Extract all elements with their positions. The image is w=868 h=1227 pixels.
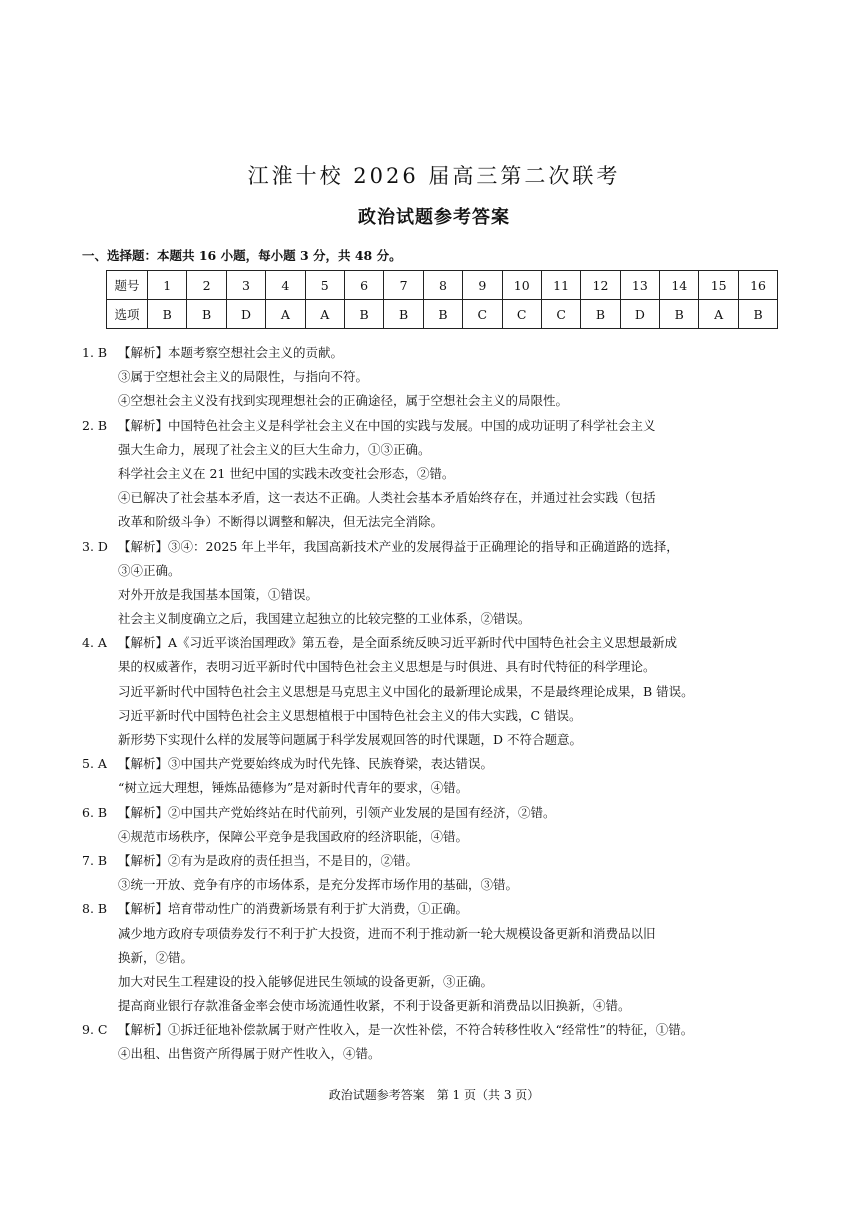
answer-cell: B bbox=[423, 300, 462, 329]
answer-cell: C bbox=[502, 300, 541, 329]
explanation-text: 【解析】A《习近平谈治国理政》第五卷，是全面系统反映习近平新时代中国特色社会主义思想最新成 bbox=[118, 635, 678, 651]
explanation-text: 【解析】③④：2025 年上半年，我国高新技术产业的发展得益于正确理论的指导和正确道路的选择， bbox=[118, 538, 679, 554]
explanation-text: 科学社会主义在 21 世纪中国的实践未改变社会形态，②错。 bbox=[118, 465, 455, 481]
answer-cell: B bbox=[187, 300, 226, 329]
question-number-cell: 10 bbox=[502, 271, 541, 300]
explanation-text: 对外开放是我国基本国策，①错误。 bbox=[118, 586, 319, 602]
answer-cell: A bbox=[305, 300, 344, 329]
page-title: 江淮十校 2026 届高三第二次联考 bbox=[247, 164, 621, 188]
answer-cell: D bbox=[226, 300, 265, 329]
question-number-cell: 8 bbox=[423, 271, 462, 300]
explanation-text: ③属于空想社会主义的局限性，与指向不符。 bbox=[118, 369, 369, 385]
question-number-cell: 2 bbox=[187, 271, 226, 300]
question-answer-label: 8. B bbox=[82, 901, 108, 917]
explanation-line bbox=[82, 631, 792, 655]
row-label: 选项 bbox=[107, 300, 148, 329]
answer-cell: B bbox=[738, 300, 777, 329]
explanation-text: ④规范市场秩序，保障公平竞争是我国政府的经济职能，④错。 bbox=[118, 828, 469, 844]
explanation-line bbox=[82, 535, 792, 559]
explanation-line bbox=[82, 486, 792, 510]
question-number-cell: 12 bbox=[581, 271, 620, 300]
question-number-cell: 1 bbox=[148, 271, 187, 300]
explanation-text: 社会主义制度确立之后，我国建立起独立的比较完整的工业体系，②错误。 bbox=[118, 611, 531, 627]
explanation-line bbox=[82, 680, 792, 704]
answer-cell: A bbox=[266, 300, 305, 329]
explanation-line bbox=[82, 825, 792, 849]
question-answer-label: 9. C bbox=[82, 1022, 108, 1038]
answer-cell: B bbox=[660, 300, 699, 329]
explanation-text: 习近平新时代中国特色社会主义思想是马克思主义中国化的最新理论成果，不是最终理论成果，B 错误。 bbox=[118, 683, 694, 699]
explanation-line bbox=[82, 801, 792, 825]
question-number-row bbox=[107, 271, 778, 300]
explanation-text: 提高商业银行存款准备金率会使市场流通性收紧，不利于设备更新和消费品以旧换新，④错。 bbox=[118, 998, 631, 1014]
question-answer-label: 5. A bbox=[82, 756, 107, 772]
answer-cell: C bbox=[463, 300, 502, 329]
question-number-cell: 7 bbox=[384, 271, 423, 300]
explanation-line bbox=[82, 341, 792, 365]
explanation-text: 新形势下实现什么样的发展等问题属于科学发展观回答的时代课题，D 不符合题意。 bbox=[118, 732, 582, 747]
question-number-cell: 11 bbox=[541, 271, 580, 300]
explanation-line bbox=[82, 1042, 792, 1066]
explanation-text: 强大生命力，展现了社会主义的巨大生命力，①③正确。 bbox=[118, 441, 431, 457]
explanation-text: ④出租、出售资产所得属于财产性收入，④错。 bbox=[118, 1046, 381, 1062]
question-number-cell: 15 bbox=[699, 271, 738, 300]
question-number-cell: 5 bbox=[305, 271, 344, 300]
answer-table bbox=[106, 270, 778, 329]
explanation-line bbox=[82, 922, 792, 946]
explanation-line bbox=[82, 607, 792, 631]
explanation-text: 【解析】培育带动性广的消费新场景有利于扩大消费，①正确。 bbox=[118, 901, 469, 917]
explanation-text: 加大对民生工程建设的投入能够促进民生领域的设备更新，③正确。 bbox=[118, 973, 494, 989]
explanation-text: 【解析】①拆迁征地补偿款属于财产性收入，是一次性补偿，不符合转移性收入“经常性”的特征，①错。 bbox=[118, 1022, 694, 1038]
explanation-line bbox=[82, 389, 792, 413]
explanation-line bbox=[82, 438, 792, 462]
question-answer-label: 6. B bbox=[82, 804, 108, 820]
explanation-text: 【解析】②有为是政府的责任担当，不是目的，②错。 bbox=[118, 852, 419, 868]
question-answer-label: 7. B bbox=[82, 852, 108, 868]
answer-cell: B bbox=[148, 300, 187, 329]
row-label: 题号 bbox=[107, 271, 148, 300]
page-subtitle: 政治试题参考答案 bbox=[358, 207, 510, 228]
explanation-line bbox=[82, 510, 792, 534]
answer-cell: B bbox=[581, 300, 620, 329]
explanation-line bbox=[82, 752, 792, 776]
question-number-cell: 16 bbox=[738, 271, 777, 300]
explanation-line bbox=[82, 365, 792, 389]
explanation-text: 【解析】本题考察空想社会主义的贡献。 bbox=[118, 345, 344, 360]
explanation-line bbox=[82, 849, 792, 873]
explanation-line bbox=[82, 873, 792, 897]
explanation-text: 换新，②错。 bbox=[118, 949, 194, 965]
explanation-text: 习近平新时代中国特色社会主义思想植根于中国特色社会主义的伟大实践，C 错误。 bbox=[118, 707, 582, 723]
explanation-text: “树立远大理想，锤炼品德修为”是对新时代青年的要求，④错。 bbox=[118, 780, 469, 796]
question-answer-label: 3. D bbox=[82, 538, 108, 554]
answer-cell: C bbox=[541, 300, 580, 329]
question-answer-label: 1. B bbox=[82, 345, 108, 360]
explanation-text: 改革和阶级斗争）不断得以调整和解决，但无法完全消除。 bbox=[118, 514, 444, 530]
explanation-line bbox=[82, 414, 792, 438]
explanation-line bbox=[82, 583, 792, 607]
answer-cell: B bbox=[344, 300, 383, 329]
section-heading: 一、选择题：本题共 16 小题，每小题 3 分，共 48 分。 bbox=[82, 248, 402, 263]
explanation-line bbox=[82, 776, 792, 800]
explanation-line bbox=[82, 559, 792, 583]
explanation-line bbox=[82, 462, 792, 486]
question-number-cell: 4 bbox=[266, 271, 305, 300]
explanation-line bbox=[82, 970, 792, 994]
explanations bbox=[82, 341, 792, 1067]
explanation-text: 【解析】③中国共产党要始终成为时代先锋、民族脊梁，表达错误。 bbox=[118, 756, 494, 772]
explanation-text: ④空想社会主义没有找到实现理想社会的正确途径，属于空想社会主义的局限性。 bbox=[118, 393, 569, 409]
explanation-text: 减少地方政府专项债券发行不利于扩大投资，进而不利于推动新一轮大规模设备更新和消费品以旧 bbox=[118, 925, 656, 941]
page-footer: 政治试题参考答案 第 1 页（共 3 页） bbox=[328, 1088, 540, 1102]
explanation-line bbox=[82, 946, 792, 970]
question-number-cell: 9 bbox=[463, 271, 502, 300]
explanation-line bbox=[82, 994, 792, 1018]
answer-cell: D bbox=[620, 300, 659, 329]
answer-cell: A bbox=[699, 300, 738, 329]
question-number-cell: 13 bbox=[620, 271, 659, 300]
explanation-line bbox=[82, 728, 792, 752]
explanation-line bbox=[82, 1018, 792, 1042]
question-answer-label: 2. B bbox=[82, 417, 108, 433]
question-number-cell: 14 bbox=[660, 271, 699, 300]
explanation-text: 果的权威著作，表明习近平新时代中国特色社会主义思想是与时俱进、具有时代特征的科学理论。 bbox=[118, 659, 656, 675]
explanation-text: ④已解决了社会基本矛盾，这一表达不正确。人类社会基本矛盾始终存在，并通过社会实践（包括 bbox=[118, 490, 656, 506]
answer-cell: B bbox=[384, 300, 423, 329]
answer-row bbox=[107, 300, 778, 329]
explanation-text: ③统一开放、竞争有序的市场体系，是充分发挥市场作用的基础，③错。 bbox=[118, 877, 519, 893]
explanation-line bbox=[82, 704, 792, 728]
explanation-line bbox=[82, 897, 792, 921]
question-answer-label: 4. A bbox=[82, 635, 107, 651]
explanation-text: 【解析】中国特色社会主义是科学社会主义在中国的实践与发展。中国的成功证明了科学社会主义 bbox=[118, 417, 656, 433]
question-number-cell: 6 bbox=[344, 271, 383, 300]
explanation-line bbox=[82, 655, 792, 679]
explanation-text: ③④正确。 bbox=[118, 562, 181, 578]
explanation-text: 【解析】②中国共产党始终站在时代前列，引领产业发展的是国有经济，②错。 bbox=[118, 804, 556, 820]
question-number-cell: 3 bbox=[226, 271, 265, 300]
